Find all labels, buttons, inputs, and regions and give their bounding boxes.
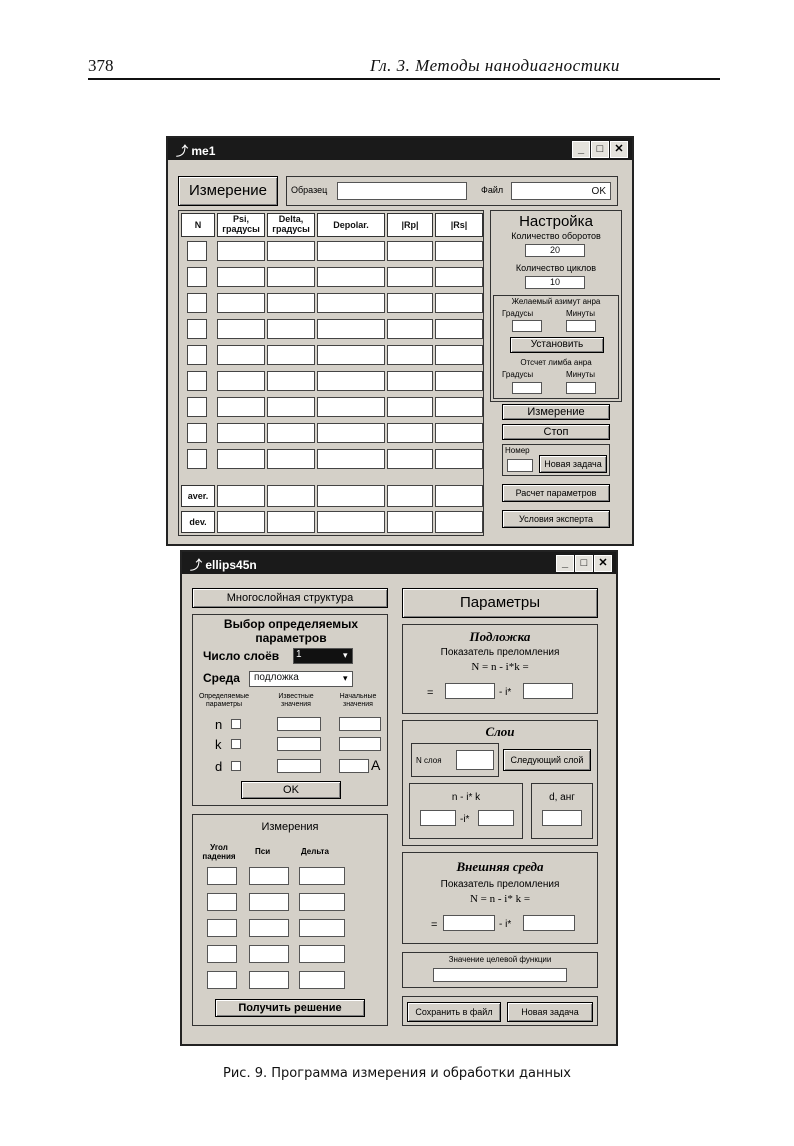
limb-label: Отсчет лимба анра [520, 358, 592, 367]
number-input[interactable] [507, 459, 533, 472]
table-cell[interactable] [267, 397, 315, 417]
measure-input[interactable] [299, 945, 345, 963]
param-n-check[interactable] [231, 719, 241, 729]
d-group [531, 783, 593, 839]
titlebar-ellips45n[interactable] [182, 552, 616, 574]
layers-label: Число слоёв [203, 649, 280, 663]
maximize-icon[interactable]: □ [591, 141, 609, 158]
calc-params-button[interactable]: Расчет параметров [502, 484, 610, 502]
substrate-title: Подложка [469, 629, 531, 644]
measure-input[interactable] [299, 919, 345, 937]
next-layer-button[interactable]: Следующий слой [503, 749, 591, 771]
degrees-label: Градусы [502, 309, 534, 318]
table-cell[interactable] [387, 423, 433, 443]
minimize-icon[interactable]: _ [556, 555, 574, 572]
chapter-title: Гл. 3. Методы нанодиагностики [370, 56, 620, 75]
col-header-psi: Psi, градусы [217, 213, 265, 237]
ext-title: Внешняя среда [456, 859, 544, 874]
table-cell[interactable] [387, 397, 433, 417]
nlayer-label: N слоя [416, 756, 442, 765]
cycles-label: Количество циклов [515, 263, 597, 273]
col-header-known: Известные значения [278, 693, 314, 708]
stat-cell [267, 511, 315, 533]
table-cell[interactable] [267, 423, 315, 443]
table-cell[interactable] [217, 293, 265, 313]
sample-file-group [286, 176, 618, 206]
multilayer-button[interactable]: Многослойная структура [192, 588, 388, 608]
known-d-input[interactable] [277, 759, 321, 773]
stop-button[interactable]: Стоп [502, 424, 610, 440]
table-cell[interactable] [317, 371, 385, 391]
measure-input[interactable] [299, 893, 345, 911]
table-cell[interactable] [267, 371, 315, 391]
unit-angstrom: A [371, 757, 381, 773]
table-cell[interactable] [435, 345, 483, 365]
measure-input[interactable] [207, 893, 237, 911]
measure2-button[interactable]: Измерение [502, 404, 610, 420]
col-delta: Дельта [301, 847, 329, 856]
table-cell[interactable] [435, 371, 483, 391]
table-cell[interactable] [217, 423, 265, 443]
measure-button[interactable]: Измерение [178, 176, 278, 206]
stat-cell [435, 511, 483, 533]
azimuth-group [493, 295, 619, 399]
layer-n-input[interactable] [420, 810, 456, 826]
param-d-label: d [215, 759, 223, 774]
refr-label2: Показатель преломления [440, 879, 560, 890]
expert-button[interactable]: Условия эксперта [502, 510, 610, 528]
figure-caption: Рис. 9. Программа измерения и обработки данных [223, 1066, 571, 1081]
table-cell[interactable] [217, 449, 265, 469]
row-index-field[interactable] [187, 319, 207, 339]
layers-title: Слои [485, 724, 515, 739]
col-header-rs: |Rs| [435, 213, 483, 237]
table-cell[interactable] [317, 319, 385, 339]
table-cell[interactable] [217, 397, 265, 417]
stat-cell [317, 511, 385, 533]
row-index-field[interactable] [187, 397, 207, 417]
select-params-group [192, 614, 388, 806]
table-cell[interactable] [217, 267, 265, 287]
col-psi: Пси [255, 847, 271, 856]
target-label: Значение целевой функции [448, 955, 552, 964]
substrate-n-input[interactable] [445, 683, 495, 699]
table-cell[interactable] [217, 371, 265, 391]
azimuth-label: Желаемый азимут анра [511, 297, 601, 306]
substrate-k-input[interactable] [523, 683, 573, 699]
new-task-button-2[interactable]: Новая задача [507, 1002, 593, 1022]
params-button[interactable]: Параметры [402, 588, 598, 618]
d-ang-label: d, анг [549, 792, 575, 803]
table-cell[interactable] [435, 241, 483, 261]
col-header-initial: Начальные значения [339, 693, 377, 708]
table-cell[interactable] [387, 449, 433, 469]
known-n-input[interactable] [277, 717, 321, 731]
stat-cell [317, 485, 385, 507]
titlebar-me1[interactable] [168, 138, 632, 160]
bottom-buttons-group [402, 996, 598, 1026]
known-k-input[interactable] [277, 737, 321, 751]
ok-button[interactable]: OK [241, 781, 341, 799]
col-header-defined: Определяемые параметры [198, 693, 250, 708]
table-cell[interactable] [267, 241, 315, 261]
measure-input[interactable] [249, 919, 289, 937]
window-me1 [166, 136, 634, 546]
table-cell[interactable] [217, 319, 265, 339]
table-cell[interactable] [435, 293, 483, 313]
col-header-depolar: Depolar. [317, 213, 385, 237]
row-index-field[interactable] [187, 293, 207, 313]
param-d-check[interactable] [231, 761, 241, 771]
row-label-aver: aver. [181, 485, 215, 507]
sample-label: Образец [291, 185, 328, 195]
row-index-field[interactable] [187, 267, 207, 287]
minus-i: - i* [499, 687, 512, 698]
table-cell[interactable] [317, 345, 385, 365]
minus-i2: - i* [499, 919, 512, 930]
row-index-field[interactable] [187, 241, 207, 261]
window-icon: ⤴ [176, 144, 192, 158]
initial-d-input[interactable] [339, 759, 369, 773]
param-k-check[interactable] [231, 739, 241, 749]
layer-k-input[interactable] [478, 810, 514, 826]
number-label: Номер [505, 446, 530, 455]
table-cell[interactable] [435, 267, 483, 287]
measurement-table [178, 210, 484, 536]
table-cell[interactable] [387, 241, 433, 261]
row-index-field[interactable] [187, 345, 207, 365]
table-cell[interactable] [435, 319, 483, 339]
row-index-field[interactable] [187, 371, 207, 391]
stat-cell [387, 511, 433, 533]
turns-label: Количество оборотов [511, 231, 601, 241]
table-cell[interactable] [387, 267, 433, 287]
solve-button[interactable]: Получить решение [215, 999, 365, 1017]
col-angle: Угол падения [202, 843, 236, 861]
maximize-icon[interactable]: □ [575, 555, 593, 572]
layers-group [402, 720, 598, 846]
equals: = [427, 687, 434, 699]
n-ik-label: n - i* k [451, 792, 481, 803]
table-cell[interactable] [435, 423, 483, 443]
number-group [502, 444, 610, 476]
table-cell[interactable] [317, 293, 385, 313]
refr-label: Показатель преломления [440, 647, 560, 658]
measure-input[interactable] [249, 893, 289, 911]
minutes-input[interactable] [566, 320, 596, 332]
substrate-group [402, 624, 598, 714]
table-cell[interactable] [267, 449, 315, 469]
limb-degrees-input[interactable] [512, 382, 542, 394]
set-button[interactable]: Установить [510, 337, 604, 353]
param-n-label: n [215, 717, 223, 732]
table-cell[interactable] [217, 345, 265, 365]
table-cell[interactable] [317, 449, 385, 469]
table-cell[interactable] [317, 423, 385, 443]
i-mark: -i* [460, 814, 470, 825]
save-file-button[interactable]: Сохранить в файл [407, 1002, 501, 1022]
table-cell[interactable] [387, 319, 433, 339]
table-cell[interactable] [387, 345, 433, 365]
external-medium-group [402, 852, 598, 944]
table-cell[interactable] [435, 397, 483, 417]
medium-select[interactable]: подложка [249, 671, 353, 687]
running-head [88, 52, 720, 80]
table-cell[interactable] [267, 345, 315, 365]
target-func-group [402, 952, 598, 988]
limb-minutes-input[interactable] [566, 382, 596, 394]
layers-select[interactable]: 1 [293, 648, 353, 664]
target-value [433, 968, 567, 982]
table-cell[interactable] [267, 267, 315, 287]
page-number: 378 [88, 56, 114, 75]
measure-input[interactable] [207, 867, 237, 885]
measure-input[interactable] [299, 971, 345, 989]
table-cell[interactable] [317, 267, 385, 287]
ext-n-input[interactable] [443, 915, 495, 931]
minutes-label: Минуты [566, 309, 595, 318]
medium-label: Среда [203, 671, 240, 685]
window-ellips45n [180, 550, 618, 1046]
dropdown-arrow-icon[interactable]: ▾ [343, 650, 348, 660]
window-icon: ⤴ [190, 558, 206, 572]
col-header-delta: Delta, градусы [267, 213, 315, 237]
col-header-n: N [181, 213, 215, 237]
col-header-rp: |Rp| [387, 213, 433, 237]
sample-input[interactable] [337, 182, 467, 200]
settings-title: Настройка [519, 213, 593, 230]
file-input[interactable]: OK [511, 182, 611, 200]
equals2: = [431, 919, 438, 931]
stat-cell [387, 485, 433, 507]
row-index-field[interactable] [187, 423, 207, 443]
initial-k-input[interactable] [339, 737, 381, 751]
dropdown-arrow-icon[interactable]: ▾ [343, 673, 348, 683]
nlayer-input[interactable] [456, 750, 494, 770]
formula2: N = n - i* k = [469, 893, 531, 905]
measurements-group [192, 814, 388, 1026]
table-cell[interactable] [387, 293, 433, 313]
table-cell[interactable] [387, 371, 433, 391]
stat-cell [217, 485, 265, 507]
measure-input[interactable] [207, 945, 237, 963]
stat-cell [435, 485, 483, 507]
file-label: Файл [481, 185, 504, 195]
measure-input[interactable] [207, 919, 237, 937]
ext-k-input[interactable] [523, 915, 575, 931]
close-icon[interactable]: ✕ [610, 141, 628, 158]
nlayer-group [411, 743, 499, 777]
degrees2-label: Градусы [502, 370, 534, 379]
table-cell[interactable] [217, 241, 265, 261]
settings-panel [490, 210, 622, 402]
minimize-icon[interactable]: _ [572, 141, 590, 158]
select-params-title: Выбор определяемых параметров [223, 617, 359, 645]
table-cell[interactable] [267, 293, 315, 313]
degrees-input[interactable] [512, 320, 542, 332]
measure-input[interactable] [249, 867, 289, 885]
turns-input[interactable]: 20 [525, 244, 585, 257]
measurements-title: Измерения [261, 821, 319, 833]
window-title: ellips45n [205, 558, 257, 572]
cycles-input[interactable]: 10 [525, 276, 585, 289]
table-cell[interactable] [317, 241, 385, 261]
close-icon[interactable]: ✕ [594, 555, 612, 572]
nk-group [409, 783, 523, 839]
row-label-dev: dev. [181, 511, 215, 533]
new-task-button[interactable]: Новая задача [539, 455, 607, 473]
initial-n-input[interactable] [339, 717, 381, 731]
layer-d-input[interactable] [542, 810, 582, 826]
param-k-label: k [215, 737, 222, 752]
table-cell[interactable] [435, 449, 483, 469]
measure-input[interactable] [249, 971, 289, 989]
row-index-field[interactable] [187, 449, 207, 469]
stat-cell [267, 485, 315, 507]
stat-cell [217, 511, 265, 533]
measure-input[interactable] [299, 867, 345, 885]
minutes2-label: Минуты [566, 370, 595, 379]
table-cell[interactable] [267, 319, 315, 339]
measure-input[interactable] [249, 945, 289, 963]
formula: N = n - i*k = [471, 661, 529, 673]
measure-input[interactable] [207, 971, 237, 989]
window-title: me1 [191, 144, 216, 158]
table-cell[interactable] [317, 397, 385, 417]
